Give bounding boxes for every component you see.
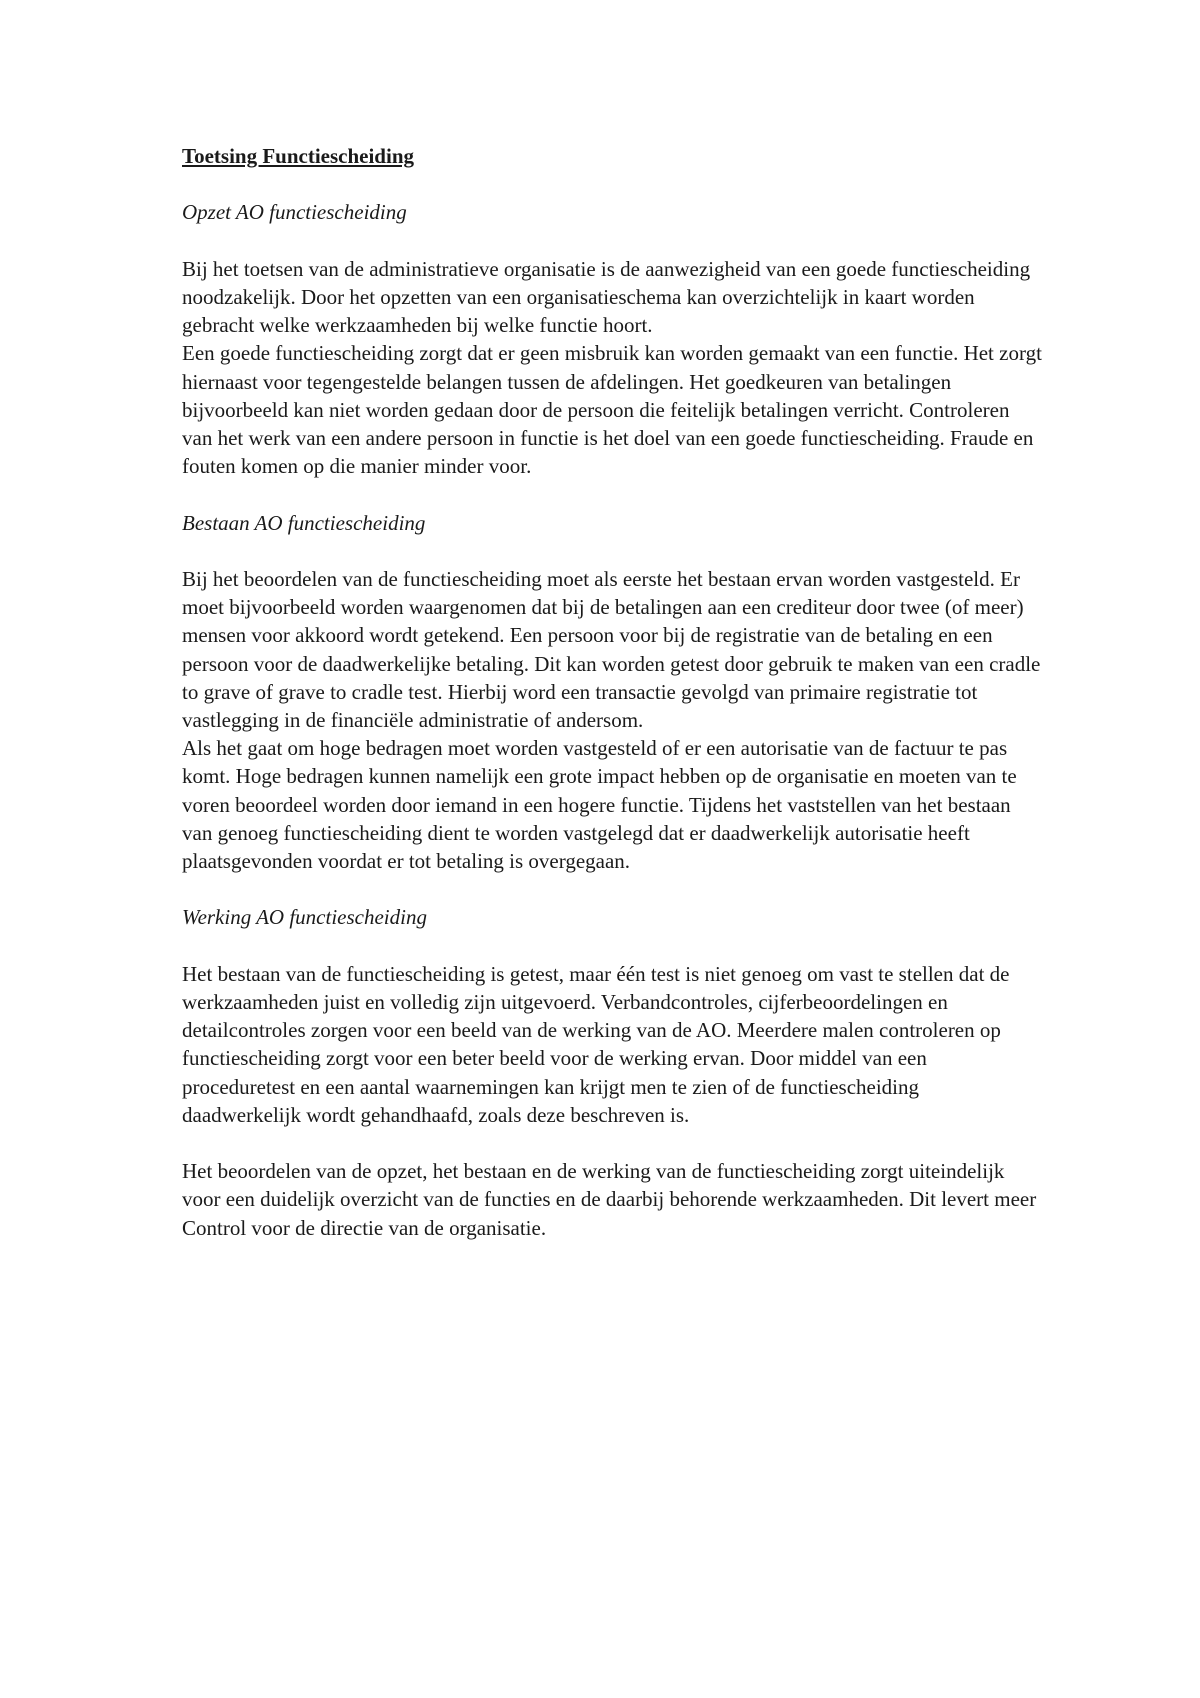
paragraph-bestaan-2: Als het gaat om hoge bedragen moet worden vastgesteld of er een autorisatie van de factuur te pas komt. Hoge bedragen kunnen namelijk een grote impact hebben op de organisatie en moeten van te voren beoordeel worden door iemand in een hogere functie. Tijdens het vaststellen van het bestaan van genoeg functiescheiding dient te worden vastgelegd dat er daadwerkelijk autorisatie heeft plaatsgevonden voordat er tot betaling is overgegaan. — [182, 736, 1017, 874]
document-title: Toetsing Functiescheiding — [182, 144, 415, 168]
section-heading-bestaan: Bestaan AO functiescheiding — [182, 510, 426, 535]
section-heading-werking: Werking AO functiescheiding — [182, 905, 427, 930]
section-heading-opzet: Opzet AO functiescheiding — [182, 200, 407, 225]
paragraph-bestaan-1: Bij het beoordelen van de functiescheiding moet als eerste het bestaan ervan worden vastgesteld. Er moet bijvoorbeeld worden waargenomen dat bij de betalingen aan een crediteur door twee (of meer) mensen voor akkoord wordt getekend. Een persoon voor bij de registratie van de betaling en een persoon voor de daadwerkelijke betaling. Dit kan worden getest door gebruik te maken van een cradle to grave of grave to cradle test. Hierbij word een transactie gevolgd van primaire registratie tot vastlegging in de financiële administratie of andersom. — [182, 566, 1041, 732]
paragraph-opzet-1: Bij het toetsen van de administratieve organisatie is de aanwezigheid van een goede functiescheiding noodzakelijk. Door het opzetten van een organisatieschema kan overzichtelijk in kaart worden gebracht welke werkzaamheden bij welke functie hoort. — [182, 256, 1031, 338]
document-page — [182, 142, 1042, 1242]
paragraph-opzet-2: Een goede functiescheiding zorgt dat er geen misbruik kan worden gemaakt van een functie. Het zorgt hiernaast voor tegengestelde belangen tussen de afdelingen. Het goedkeuren van betalingen bijvoorbeeld kan niet worden gedaan door de persoon die feitelijk betalingen verricht. Controleren van het werk van een andere persoon in functie is het doel van een goede functiescheiding. Fraude en fouten komen op die manier minder voor. — [182, 341, 1042, 479]
paragraph-werking-1: Het bestaan van de functiescheiding is getest, maar één test is niet genoeg om vast te stellen dat de werkzaamheden juist en volledig zijn uitgevoerd. Verbandcontroles, cijferbeoordelingen en detailcontroles zorgen voor een beeld van de werking van de AO. Meerdere malen controleren op functiescheiding zorgt voor een beter beeld voor de werking ervan. Door middel van een proceduretest en een aantal waarnemingen kan krijgt men te zien of de functiescheiding daadwerkelijk wordt gehandhaafd, zoals deze beschreven is. — [182, 961, 1010, 1127]
paragraph-werking-2: Het beoordelen van de opzet, het bestaan en de werking van de functiescheiding zorgt uiteindelijk voor een duidelijk overzicht van de functies en de daarbij behorende werkzaamheden. Dit levert meer Control voor de directie van de organisatie. — [182, 1159, 1037, 1240]
